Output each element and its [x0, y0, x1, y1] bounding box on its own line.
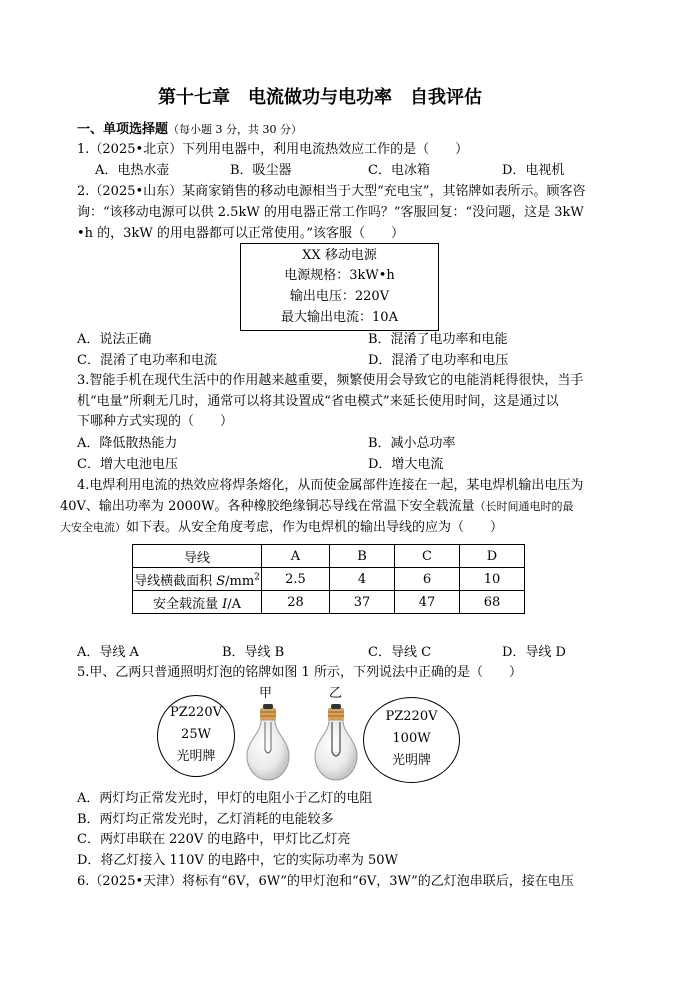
- table-cell: 28: [262, 591, 330, 614]
- question-1-option-c: C．电冰箱: [368, 163, 430, 178]
- nameplate-spec: 电源规格：3kW•h: [284, 268, 395, 283]
- nameplate-box: [240, 243, 439, 331]
- question-1-option-d: D．电视机: [502, 163, 565, 178]
- table-cell: 10: [460, 568, 525, 591]
- question-3-option-a: A．降低散热能力: [77, 436, 178, 451]
- question-5-option-c: C．两灯串联在 220V 的电路中，甲灯比乙灯亮: [77, 832, 351, 847]
- question-3-option-d: D．增大电流: [368, 457, 444, 472]
- question-3-line-1: 3.智能手机在现代生活中的作用越来越重要，频繁使用会导致它的电能消耗得很快，当手: [77, 373, 584, 388]
- question-4-line-3-text: 如下表。从安全角度考虑，作为电焊机的输出导线的应为（ ）: [126, 520, 504, 535]
- table-row: [133, 545, 525, 568]
- nameplate-voltage: 输出电压：220V: [289, 289, 390, 304]
- wire-table: [132, 544, 525, 614]
- question-2-option-c: C．混淆了电功率和电流: [77, 353, 217, 368]
- question-5-stem: 5.甲、乙两只普通照明灯泡的铭牌如图 1 所示，下列说法中正确的是（ ）: [77, 665, 522, 680]
- plate-right-model: PZ220V: [385, 709, 438, 724]
- table-header-cell: C: [395, 545, 460, 568]
- bulb-yi-icon: [311, 704, 361, 782]
- table-cell: 68: [460, 591, 525, 614]
- table-header-cell: B: [330, 545, 395, 568]
- nameplate-circle-left: [157, 695, 235, 777]
- question-4-line-2: [60, 497, 574, 517]
- question-4-option-d: D．导线 D: [502, 645, 566, 660]
- question-4-option-b: B．导线 B: [222, 645, 285, 660]
- question-5-option-a: A．两灯均正常发光时，甲灯的电阻小于乙灯的电阻: [77, 791, 373, 806]
- question-3-line-2: 机“电量”所剩无几时，通常可以将其设置成“省电模式”来延长使用时间，这是通过以: [77, 394, 559, 409]
- bulb-jia-icon: [243, 704, 293, 782]
- section-note: （每小题 3 分，共 30 分）: [168, 123, 302, 136]
- plate-left-model: PZ220V: [170, 705, 222, 720]
- question-5-option-d: D．将乙灯接入 110V 的电路中，它的实际功率为 50W: [77, 853, 398, 868]
- question-3-option-b: B．减小总功率: [368, 436, 456, 451]
- nameplate-circle-right: [363, 697, 460, 783]
- table-header-cell: 导线: [133, 545, 262, 568]
- question-3-option-c: C．增大电池电压: [77, 457, 178, 472]
- nameplate-title: XX 移动电源: [302, 248, 377, 263]
- table-row: [133, 568, 525, 591]
- question-4-option-a: A．导线 A: [77, 645, 139, 660]
- nameplate-current: 最大输出电流：10A: [281, 310, 398, 325]
- question-4-line-3-note: 大安全电流）: [60, 521, 126, 534]
- section-title: 一、单项选择题: [77, 122, 169, 137]
- plate-right-brand: 光明牌: [391, 753, 431, 768]
- table-header-cell: A: [262, 545, 330, 568]
- bulb-label-jia: 甲: [259, 686, 273, 701]
- question-1-stem: 1.（2025•北京）下列用电器中，利用电流热效应工作的是（ ）: [77, 142, 469, 157]
- table-row-label: 导线横截面积 $S/mm^2$: [133, 568, 262, 591]
- question-4-line-2-note: （长时间通电时的最: [474, 500, 574, 513]
- table-cell: 47: [395, 591, 460, 614]
- page-title: 第十七章 电流做功与电功率 自我评估: [158, 87, 482, 108]
- table-header-cell: D: [460, 545, 525, 568]
- table-row-label: 安全载流量 I/A: [133, 591, 262, 614]
- plate-left-brand: 光明牌: [176, 749, 216, 764]
- plate-right-power: 100W: [392, 731, 431, 746]
- question-1-option-b: B．吸尘器: [230, 163, 292, 178]
- question-4-line-2-text: 40V、输出功率为 2000W。各种橡胶绝缘铜芯导线在常温下安全载流量: [60, 499, 475, 514]
- question-2-option-d: D．混淆了电功率和电压: [368, 353, 509, 368]
- question-1-option-a: A．电热水壶: [95, 163, 170, 178]
- section-heading: [77, 120, 302, 140]
- question-2-line-3: •h 的，3kW 的用电器都可以正常使用。”该客服（ ）: [77, 226, 404, 241]
- plate-left-power: 25W: [181, 727, 211, 742]
- table-cell: 37: [330, 591, 395, 614]
- question-4-line-3: [60, 518, 503, 538]
- question-2-option-b: B．混淆了电功率和电能: [368, 332, 508, 347]
- table-cell: 6: [395, 568, 460, 591]
- question-3-line-3: 下哪种方式实现的（ ）: [77, 414, 234, 429]
- question-2-option-a: A．说法正确: [77, 332, 152, 347]
- question-5-option-b: B．两灯均正常发光时，乙灯消耗的电能较多: [77, 812, 334, 827]
- question-2-line-1: 2.（2025•山东）某商家销售的移动电源相当于大型“充电宝”，其铭牌如表所示。顾客咨: [77, 184, 586, 199]
- question-4-line-1: 4.电焊利用电流的热效应将焊条熔化，从而使金属部件连接在一起，某电焊机输出电压为: [77, 478, 584, 493]
- question-2-line-2: 询：“该移动电源可以供 2.5kW 的用电器正常工作吗？”客服回复：“没问题，这是 3kW: [77, 205, 584, 220]
- question-6-stem: 6.（2025•天津）将标有“6V，6W”的甲灯泡和“6V，3W”的乙灯泡串联后，接在电压: [77, 874, 574, 889]
- table-row: [133, 591, 525, 614]
- table-cell: 2.5: [262, 568, 330, 591]
- table-cell: 4: [330, 568, 395, 591]
- question-4-option-c: C．导线 C: [368, 645, 432, 660]
- bulb-label-yi: 乙: [329, 686, 343, 701]
